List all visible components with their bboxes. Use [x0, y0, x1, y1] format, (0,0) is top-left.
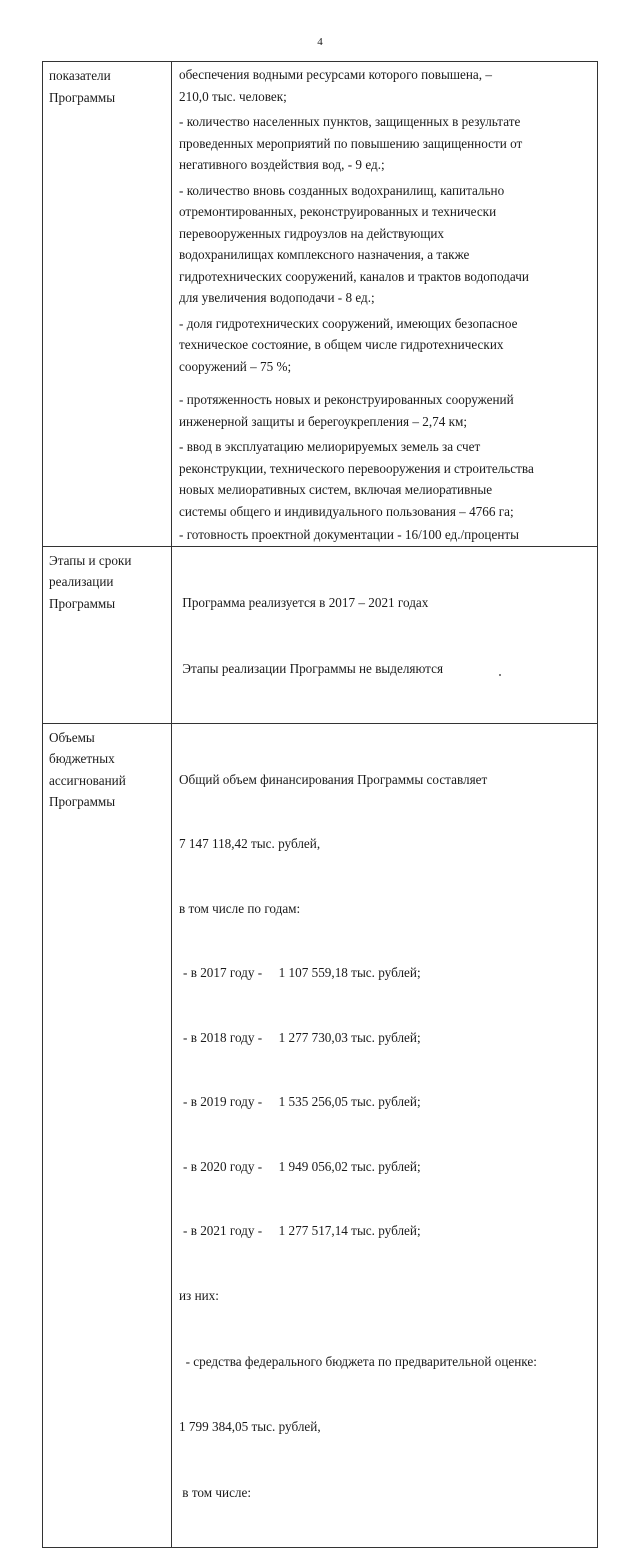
text-line: новых мелиоративных систем, включая мелиоративные — [179, 482, 493, 497]
text-line: гидротехнических сооружений, каналов и трактов водоподачи — [179, 268, 529, 284]
budget-intro-line: 7 147 118,42 тыс. рублей, — [179, 836, 321, 851]
indicator-item — [179, 436, 593, 522]
text-line: - готовность проектной документации - 16/100 ед./проценты — [179, 527, 520, 542]
label-line: Программы — [49, 595, 116, 611]
row-label-stages — [43, 546, 172, 723]
label-line: Объемы — [49, 729, 95, 745]
text-line: - количество населенных пунктов, защищенных в результате — [179, 114, 521, 129]
table-row-indicators — [43, 62, 598, 547]
text-line: инженерной защиты и берегоукрепления – 2,74 км; — [179, 413, 468, 429]
text-line: - протяженность новых и реконструированных сооружений — [179, 392, 514, 407]
program-passport-table — [42, 61, 598, 1548]
budget-year-line: - в 2019 году - 1 535 256,05 тыс. рублей; — [183, 1094, 421, 1109]
text-line: техническое состояние, в общем числе гидротехнических — [179, 337, 504, 352]
including-line: в том числе: — [179, 1485, 252, 1500]
of-which-line: из них: — [179, 1287, 219, 1303]
budget-intro-line: Общий объем финансирования Программы составляет — [179, 771, 488, 787]
federal-budget-line: 1 799 384,05 тыс. рублей, — [179, 1418, 321, 1434]
stage-text: Программа реализуется в 2017 – 2021 годах — [179, 594, 429, 610]
text-line: для увеличения водоподачи - 8 ед.; — [179, 290, 375, 305]
label-line: Программы — [49, 89, 116, 105]
label-line: ассигнований — [49, 772, 126, 788]
text-line: 210,0 тыс. человек; — [179, 88, 287, 104]
indicator-item — [179, 64, 593, 107]
stages-content — [172, 546, 598, 723]
text-line: реконструкции, технического перевооружения и строительства — [179, 460, 534, 476]
label-line: реализации — [49, 574, 114, 589]
text-line: проведенных мероприятий по повышению защищенности от — [179, 135, 523, 151]
row-label-indicators — [43, 62, 172, 547]
indicator-item — [179, 389, 593, 432]
text-line: - доля гидротехнических сооружений, имеющих безопасное — [179, 315, 518, 331]
federal-budget-line: - средства федерального бюджета по предварительной оценке: — [179, 1354, 537, 1369]
label-line: показатели — [49, 68, 111, 83]
row-label-budget — [43, 723, 172, 1547]
label-line: Программы — [49, 794, 116, 809]
text-line: - ввод в эксплуатацию мелиорируемых земель за счет — [179, 439, 481, 454]
budget-year-line: - в 2017 году - 1 107 559,18 тыс. рублей; — [183, 965, 421, 980]
indicators-content — [172, 62, 598, 547]
text-line: перевооруженных гидроузлов на действующих — [179, 225, 445, 241]
text-line: - количество вновь созданных водохранилищ, капитально — [179, 182, 505, 198]
budget-year-line: - в 2021 году - 1 277 517,14 тыс. рублей; — [183, 1223, 421, 1238]
table-row-stages — [43, 546, 598, 723]
text-line: обеспечения водными ресурсами которого повышена, – — [179, 67, 492, 82]
indicator-item — [179, 180, 593, 309]
text-line: сооружений – 75 %; — [179, 358, 292, 374]
budget-year-line: - в 2018 году - 1 277 730,03 тыс. рублей; — [183, 1029, 421, 1045]
budget-content — [172, 723, 598, 1547]
stage-text: Этапы реализации Программы не выделяются — [179, 661, 444, 676]
indicator-item — [179, 524, 593, 546]
indicator-item — [179, 111, 593, 176]
budget-intro-line: в том числе по годам: — [179, 900, 301, 916]
scan-artifact-dot — [499, 674, 501, 676]
text-line: негативного воздействия вод, - 9 ед.; — [179, 157, 385, 172]
text-line: отремонтированных, реконструированных и технически — [179, 204, 497, 219]
indicator-item — [179, 313, 593, 378]
table-row-budget — [43, 723, 598, 1547]
text-line: водохранилищах комплексного назначения, а также — [179, 247, 470, 262]
text-line: системы общего и индивидуального пользования – 4766 га; — [179, 503, 514, 519]
page-number: 4 — [317, 36, 323, 48]
label-line: бюджетных — [49, 751, 115, 766]
budget-year-line: - в 2020 году - 1 949 056,02 тыс. рублей; — [183, 1158, 421, 1174]
label-line: Этапы и сроки — [49, 552, 132, 568]
